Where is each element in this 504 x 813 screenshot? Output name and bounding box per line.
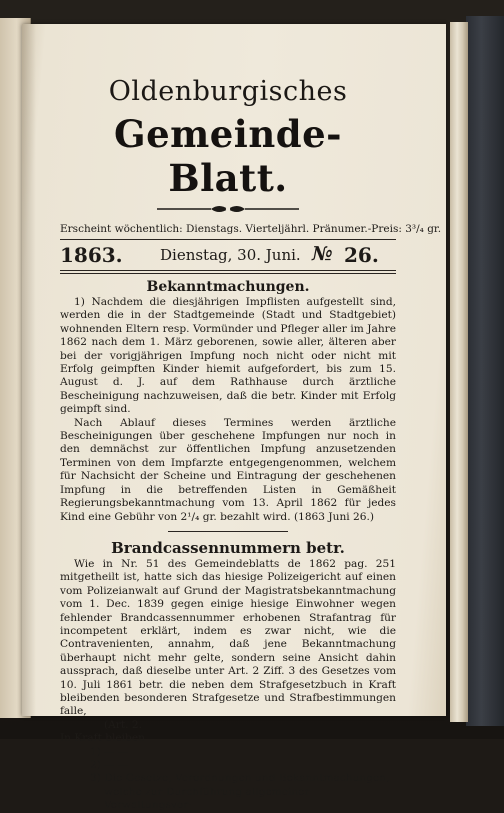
- article-item: 3) Die Gesetze, Verordnungen und Bekanntmachungen,: [90, 772, 390, 785]
- announcement-paragraph: Nach Ablauf dieses Termines werden ärztliche Bescheinigungen über geschehene Impfungen nur noch in den demnächst zur öffentlichen Impfung anzusetzenden Terminen von dem Impfarzte entgegengenommen, welchem für Nachsicht der Scheine und Eintragung der geschehenen Impfung in die betreffenden Listen in Gemäßheit Regierungsbekanntmachung vom 13. April 1862 für jedes Kind eine Gebühr von 2¹/₄ gr. bezahlt wird. (1863 Juni 26.): [60, 416, 396, 523]
- masthead-subtitle: Oldenburgisches: [108, 76, 348, 107]
- issue-date: Dienstag, 30. Juni.: [160, 246, 301, 264]
- page-content: [60, 76, 442, 813]
- ornament-divider: [60, 202, 396, 216]
- article-intro: In Kraft bleiben: [60, 732, 145, 745]
- announcement-paragraph: 1) Nachdem die diesjährigen Impflisten aufgestellt sind, werden die in der Stadtgemeinde (Stadt und Stadtgebiet) wohnenden Eltern resp. Vormünder und Pfleger aller im Jahre 1862 nach dem 1. März geborenen, sowie aller, älteren aber bei der vorigjährigen Impfung noch nicht oder nicht mit Erfolg geimpften Kinder hiemit aufgefordert, bis zum 15. August d. J. auf dem Rathhause durch ärztliche Bescheinigung nachzuweisen, daß die betr. Kinder mit Erfolg geimpft sind.: [60, 296, 396, 416]
- article-title: (Art. 2.: [104, 718, 142, 731]
- article-item-continued: welche zur Durchführung allgemeiner Verwaltungsvor-: [104, 785, 310, 812]
- article-item: 1) — —: [90, 745, 129, 758]
- issue-number: 26.: [344, 243, 379, 267]
- gutter-shadow: [22, 24, 36, 716]
- ornament-icon: [153, 202, 303, 216]
- subscription-line: Erscheint wöchentlich: Dienstags. Vierteljährl. Pränumer.-Preis: 3³/₄ gr.: [60, 223, 442, 235]
- fire-insurance-paragraph: Wie in Nr. 51 des Gemeindeblatts de 1862 pag. 251 mitgetheilt ist, hatte sich das hiesige Polizeigericht auf einen vom Polizeianwalt auf Grund der Magistratsbekanntmachung vom 1. Dec. 1839 gegen einige hiesige Einwohner wegen fehlender Brandcassennummer erhobenen Strafantrag für incompetent erklärt, indem es zwar nicht, wie die Contravenienten, annahm, daß jene Bekanntmachung überhaupt nicht mehr gelte, sondern seine Ansicht dahin aussprach, daß dieselbe unter Art. 2 Ziff. 3 des Gesetzes vom 10. Juli 1861 betr. die neben dem Strafgesetzbuch in Kraft bleibenden besonderen Strafgesetze und Strafbestimmungen falle,: [60, 557, 396, 718]
- section-heading-fire-insurance: Brandcassennummern betr.: [111, 538, 345, 557]
- issue-year: 1863.: [60, 243, 123, 267]
- article-item: 2) — —: [90, 759, 129, 771]
- rule-dateline: [60, 270, 396, 274]
- section-divider: [168, 531, 288, 532]
- masthead-title: Gemeinde-Blatt.: [113, 112, 343, 200]
- newspaper-page: [22, 24, 446, 812]
- section-heading-announcements: Bekanntmachungen.: [146, 279, 310, 295]
- rule-top: [60, 239, 396, 240]
- book-cover: [466, 16, 504, 726]
- dateline: [60, 242, 396, 268]
- issue-number-sign: №: [312, 243, 333, 265]
- page-stack-edge: [450, 22, 468, 722]
